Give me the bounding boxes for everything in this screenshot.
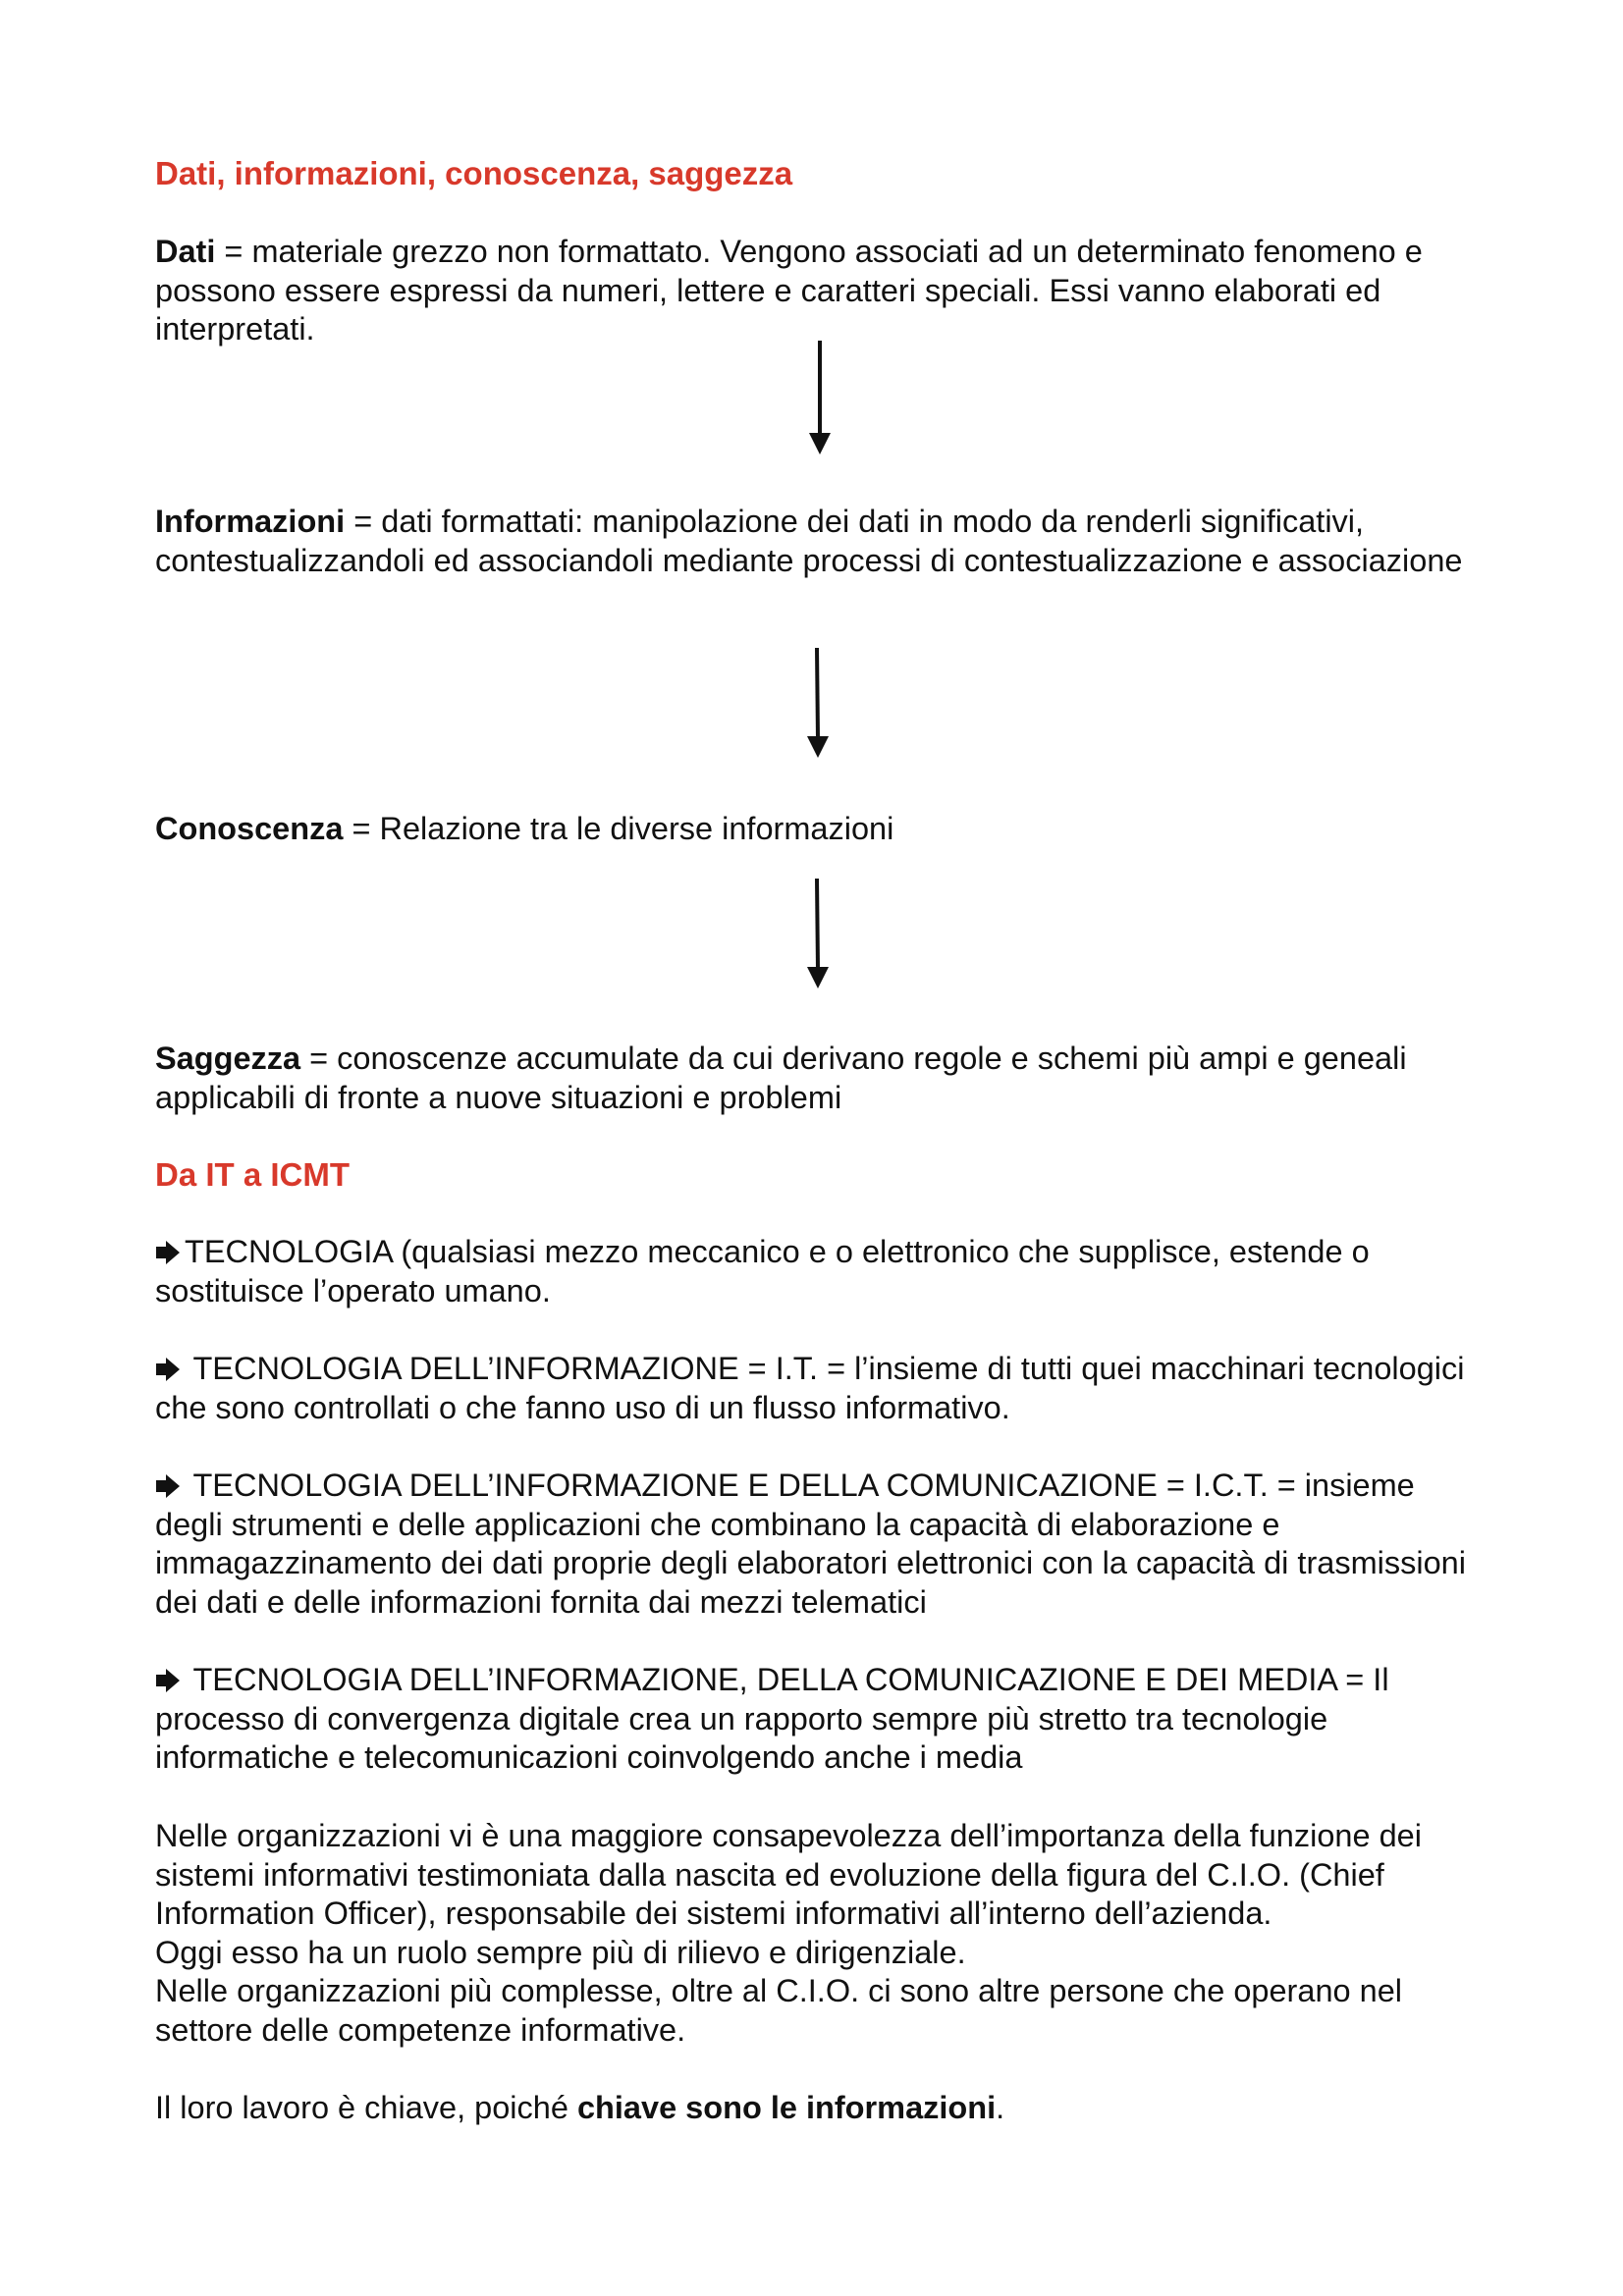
term-dati: Dati: [155, 234, 216, 269]
down-arrow-icon: [798, 646, 838, 764]
closing-sentence: [155, 2089, 1481, 2128]
bullet-it: [155, 1350, 1481, 1427]
definition-informazioni: [155, 503, 1481, 580]
bullet-ict-text: TECNOLOGIA DELL’INFORMAZIONE E DELLA COMUNICAZIONE = I.C.T. = insieme degli strumenti e delle applicazioni che combinano la capacità di elaborazione e immagazzinamento dei dati proprie degli elaboratori elettronici con la capacità di trasmissioni dei dati e delle informazioni fornita dai mezzi telematici: [155, 1468, 1466, 1620]
definition-conoscenza: [155, 810, 1481, 849]
closing-emphasis: chiave sono le informazioni: [576, 2090, 997, 2125]
definition-dati: [155, 233, 1481, 349]
definition-conoscenza-text: = Relazione tra le diverse informazioni: [343, 811, 894, 846]
bullet-tecnologia-text: TECNOLOGIA (qualsiasi mezzo meccanico e o elettronico che supplisce, estende o sostituisce l’operato umano.: [155, 1234, 1370, 1308]
term-informazioni: Informazioni: [155, 504, 346, 539]
heading-dati-informazioni: Dati, informazioni, conoscenza, saggezza: [155, 155, 793, 191]
down-arrow-icon: [800, 339, 839, 456]
bullet-icmt: [155, 1661, 1481, 1778]
paragraph-line: Nelle organizzazioni vi è una maggiore consapevolezza dell’importanza della funzione dei sistemi informativi testimoniata dalla nascita ed evoluzione della figura del C.I.O. (Chief Information Officer), responsabile dei sistemi informativi all’interno dell’azienda.: [155, 1818, 1422, 1931]
definition-saggezza-text: = conoscenze accumulate da cui derivano regole e schemi più ampi e geneali applicabili di fronte a nuove situazioni e problemi: [155, 1041, 1407, 1115]
bullet-tecnologia: [155, 1233, 1481, 1310]
term-conoscenza: Conoscenza: [155, 811, 344, 846]
term-saggezza: Saggezza: [155, 1041, 301, 1076]
right-arrow-bullet-icon: [155, 1467, 185, 1506]
right-arrow-bullet-icon: [155, 1233, 185, 1272]
paragraph-line: Nelle organizzazioni più complesse, oltre al C.I.O. ci sono altre persone che operano nel settore delle competenze informative.: [155, 1973, 1402, 2048]
right-arrow-bullet-icon: [155, 1350, 185, 1389]
definition-informazioni-text: = dati formattati: manipolazione dei dati in modo da renderli significativi, contestualizzandoli ed associandoli mediante processi di contestualizzazione e associazione: [155, 504, 1463, 578]
bullet-ict: [155, 1467, 1481, 1622]
closing-text: Il loro lavoro è chiave, poiché: [155, 2090, 577, 2125]
bullet-it-text: TECNOLOGIA DELL’INFORMAZIONE = I.T. = l’insieme di tutti quei macchinari tecnologici che sono controllati o che fanno uso di un flusso informativo.: [155, 1351, 1465, 1425]
right-arrow-bullet-icon: [155, 1661, 185, 1700]
down-arrow-icon: [798, 877, 838, 994]
paragraph-line: Oggi esso ha un ruolo sempre più di rilievo e dirigenziale.: [155, 1934, 966, 1970]
paragraph-cio: [155, 1817, 1481, 2050]
closing-end: .: [996, 2090, 1005, 2125]
definition-dati-text: = materiale grezzo non formattato. Vengono associati ad un determinato fenomeno e possono essere espressi da numeri, lettere e caratteri speciali. Essi vanno elaborati ed interpretati.: [155, 234, 1423, 347]
definition-saggezza: [155, 1040, 1481, 1117]
heading-da-it-a-icmt: Da IT a ICMT: [155, 1156, 351, 1193]
bullet-icmt-text: TECNOLOGIA DELL’INFORMAZIONE, DELLA COMUNICAZIONE E DEI MEDIA = Il processo di convergenza digitale crea un rapporto sempre più stretto tra tecnologie informatiche e telecomunicazioni coinvolgendo anche i media: [155, 1662, 1389, 1775]
